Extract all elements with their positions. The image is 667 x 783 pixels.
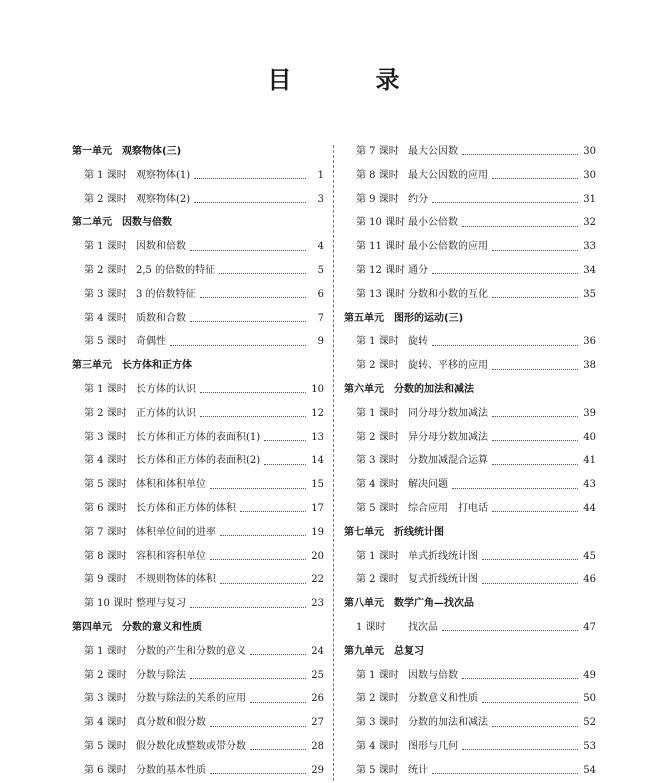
lesson-number: 第 1 课时 <box>84 169 127 181</box>
lesson-title: 2,5 的倍数的特征 <box>136 264 216 276</box>
page-number: 34 <box>583 264 596 276</box>
lesson-number: 第 1 课时 <box>84 383 127 395</box>
lesson-number: 第 2 课时 <box>356 360 399 372</box>
lesson-title: 体积单位间的进率 <box>136 526 216 538</box>
lesson-title: 最大公因数 <box>408 146 458 157</box>
dot-leader <box>482 702 578 703</box>
toc-unit-heading <box>344 307 596 331</box>
lesson-number: 第 4 课时 <box>356 740 399 752</box>
lesson-number: 第 13 课时 <box>356 288 406 300</box>
lesson-number: 第 5 课时 <box>356 502 399 514</box>
unit-title: 分数的意义和性质 <box>122 621 202 633</box>
toc-unit-heading <box>344 640 596 664</box>
toc-lesson-entry[interactable] <box>344 354 596 378</box>
page-number: 26 <box>311 693 324 705</box>
dot-leader <box>250 654 306 655</box>
lesson-number: 第 7 课时 <box>84 526 127 538</box>
unit-number: 第三单元 <box>72 360 112 372</box>
page-number: 49 <box>583 669 596 681</box>
unit-title: 长方体和正方体 <box>122 360 192 372</box>
toc-lesson-entry[interactable] <box>344 759 596 783</box>
lesson-number: 第 3 课时 <box>84 288 127 300</box>
toc-lesson-entry[interactable] <box>344 449 596 473</box>
toc-lesson-entry[interactable] <box>72 711 324 735</box>
toc-lesson-entry[interactable] <box>344 545 596 569</box>
toc-lesson-entry[interactable] <box>344 188 596 212</box>
page-number: 30 <box>583 169 596 181</box>
lesson-title: 同分母分数加减法 <box>408 407 488 419</box>
toc-lesson-entry[interactable] <box>344 211 596 235</box>
lesson-number: 第 9 课时 <box>84 574 127 586</box>
lesson-number: 第 7 课时 <box>356 146 399 157</box>
dot-leader <box>264 440 306 441</box>
toc-lesson-entry[interactable] <box>344 259 596 283</box>
toc-lesson-entry[interactable] <box>72 545 324 569</box>
toc-lesson-entry[interactable] <box>72 687 324 711</box>
toc-lesson-entry[interactable] <box>72 759 324 783</box>
toc-unit-heading <box>72 140 324 164</box>
lesson-title: 整理与复习 <box>136 598 186 610</box>
page-number: 9 <box>317 336 324 348</box>
dot-leader <box>250 749 306 750</box>
dot-leader <box>492 464 578 465</box>
page-number: 50 <box>583 693 596 705</box>
toc-lesson-entry[interactable] <box>72 259 324 283</box>
page-number: 52 <box>583 717 596 729</box>
toc-lesson-entry[interactable] <box>344 330 596 354</box>
lesson-title: 因数和倍数 <box>136 241 186 253</box>
toc-left-column <box>72 140 324 783</box>
page-number: 3 <box>317 193 324 205</box>
lesson-title: 分数和小数的互化 <box>408 288 488 300</box>
page-number: 13 <box>311 431 324 443</box>
toc-lesson-entry[interactable] <box>72 473 324 497</box>
page-number: 30 <box>583 146 596 157</box>
toc-lesson-entry[interactable] <box>72 497 324 521</box>
dot-leader <box>432 773 578 774</box>
dot-leader <box>190 250 306 251</box>
lesson-title: 解决问题 <box>408 479 448 491</box>
toc-unit-heading <box>344 378 596 402</box>
lesson-title: 最小公倍数的应用 <box>408 241 488 253</box>
page-number: 14 <box>311 455 324 467</box>
lesson-title: 不规则物体的体积 <box>136 574 216 586</box>
lesson-title: 通分 <box>408 264 428 276</box>
page-number: 32 <box>583 217 596 229</box>
toc-lesson-entry[interactable] <box>72 426 324 450</box>
lesson-number: 第 9 课时 <box>356 193 399 205</box>
toc-unit-heading <box>344 521 596 545</box>
lesson-title: 观察物体(1) <box>136 169 191 181</box>
lesson-number: 1 课时 <box>356 621 386 633</box>
unit-number: 第五单元 <box>344 312 384 324</box>
dot-leader <box>210 773 306 774</box>
page-number: 6 <box>317 288 324 300</box>
page-number: 45 <box>583 550 596 562</box>
dot-leader <box>170 345 306 346</box>
unit-title: 数学广角—找次品 <box>394 598 474 610</box>
toc-unit-heading <box>344 592 596 616</box>
lesson-title: 分数的产生和分数的意义 <box>136 645 246 657</box>
lesson-title: 分数与除法 <box>136 669 186 681</box>
lesson-number: 第 4 课时 <box>84 717 127 729</box>
lesson-number: 第 2 课时 <box>84 669 127 681</box>
dot-leader <box>492 416 578 417</box>
unit-title: 总复习 <box>394 645 424 657</box>
toc-lesson-entry[interactable] <box>344 735 596 759</box>
toc-lesson-entry[interactable] <box>72 592 324 616</box>
lesson-title: 旋转 <box>408 336 428 348</box>
dot-leader <box>200 392 306 393</box>
page-number: 35 <box>583 288 596 300</box>
page-number: 17 <box>311 502 324 514</box>
toc-lesson-entry[interactable] <box>344 711 596 735</box>
lesson-number: 第 6 课时 <box>84 764 127 776</box>
page-number: 27 <box>311 717 324 729</box>
lesson-number: 第 4 课时 <box>84 312 127 324</box>
toc-unit-heading <box>72 211 324 235</box>
lesson-title: 综合应用 打电话 <box>408 502 488 514</box>
lesson-number: 第 3 课时 <box>84 431 127 443</box>
lesson-number: 第 1 课时 <box>356 669 399 681</box>
unit-title: 图形的运动(三) <box>394 312 464 324</box>
dot-leader <box>492 440 578 441</box>
page-number: 41 <box>583 455 596 467</box>
dot-leader <box>220 583 306 584</box>
toc-lesson-entry[interactable] <box>344 164 596 188</box>
lesson-title: 容积和容积单位 <box>136 550 206 562</box>
toc-lesson-entry[interactable] <box>72 307 324 331</box>
lesson-title: 分数的基本性质 <box>136 764 206 776</box>
toc-lesson-entry[interactable] <box>72 330 324 354</box>
unit-number: 第一单元 <box>72 146 112 157</box>
lesson-title: 正方体的认识 <box>136 407 196 419</box>
page-number: 31 <box>583 193 596 205</box>
lesson-number: 第 5 课时 <box>356 764 399 776</box>
toc-lesson-entry[interactable] <box>72 283 324 307</box>
lesson-title: 3 的倍数特征 <box>136 288 196 300</box>
unit-title: 观察物体(三) <box>122 146 182 157</box>
dot-leader <box>492 250 578 251</box>
dot-leader <box>210 726 306 727</box>
dot-leader <box>452 488 578 489</box>
page-number: 33 <box>583 241 596 253</box>
page-number: 29 <box>311 764 324 776</box>
lesson-number: 第 2 课时 <box>84 193 127 205</box>
dot-leader <box>194 178 306 179</box>
lesson-number: 第 6 课时 <box>84 502 127 514</box>
lesson-title: 统计 <box>408 764 428 776</box>
toc-lesson-entry[interactable] <box>72 188 324 212</box>
page-title: 目 录 <box>267 65 430 94</box>
lesson-title: 质数和合数 <box>136 312 186 324</box>
unit-title: 因数与倍数 <box>122 217 172 229</box>
lesson-number: 第 2 课时 <box>356 693 399 705</box>
dot-leader <box>462 226 578 227</box>
dot-leader <box>482 559 578 560</box>
page-number: 28 <box>311 740 324 752</box>
dot-leader <box>219 273 306 274</box>
dot-leader <box>264 464 306 465</box>
dot-leader <box>250 702 306 703</box>
lesson-number: 第 1 课时 <box>84 645 127 657</box>
lesson-number: 第 4 课时 <box>356 479 399 491</box>
lesson-title: 假分数化成整数或带分数 <box>136 740 246 752</box>
lesson-number: 第 2 课时 <box>84 264 127 276</box>
toc-lesson-entry[interactable] <box>344 616 596 640</box>
lesson-number: 第 1 课时 <box>84 241 127 253</box>
lesson-number: 第 12 课时 <box>356 264 406 276</box>
page-number: 47 <box>583 621 596 633</box>
toc-lesson-entry[interactable] <box>344 235 596 259</box>
page-number: 39 <box>583 407 596 419</box>
toc-lesson-entry[interactable] <box>344 497 596 521</box>
toc-unit-heading <box>72 616 324 640</box>
dot-leader <box>200 297 306 298</box>
toc-lesson-entry[interactable] <box>72 640 324 664</box>
dot-leader <box>432 202 578 203</box>
toc-lesson-entry[interactable] <box>344 664 596 688</box>
lesson-title: 真分数和假分数 <box>136 717 206 729</box>
toc-lesson-entry[interactable] <box>344 687 596 711</box>
toc-lesson-entry[interactable] <box>344 473 596 497</box>
lesson-number: 第 2 课时 <box>84 407 127 419</box>
unit-title: 分数的加法和减法 <box>394 383 474 395</box>
page-number: 40 <box>583 431 596 443</box>
dot-leader <box>492 726 578 727</box>
lesson-title: 观察物体(2) <box>136 193 191 205</box>
lesson-number: 第 11 课时 <box>356 241 406 253</box>
page-number: 10 <box>311 383 324 395</box>
dot-leader <box>210 488 306 489</box>
dot-leader <box>482 583 578 584</box>
page-number: 54 <box>583 764 596 776</box>
page-number: 36 <box>583 336 596 348</box>
toc-lesson-entry[interactable] <box>72 164 324 188</box>
lesson-title: 旋转、平移的应用 <box>408 360 488 372</box>
dot-leader <box>220 535 306 536</box>
lesson-title: 找次品 <box>408 621 438 633</box>
dot-leader <box>492 369 578 370</box>
page-number: 24 <box>311 645 324 657</box>
toc-lesson-entry[interactable] <box>72 664 324 688</box>
dot-leader <box>190 678 306 679</box>
lesson-title: 分数意义和性质 <box>408 693 478 705</box>
lesson-number: 第 1 课时 <box>356 550 399 562</box>
lesson-title: 因数与倍数 <box>408 669 458 681</box>
toc-unit-heading <box>72 354 324 378</box>
toc-right-column <box>344 140 596 783</box>
page-number: 53 <box>583 740 596 752</box>
lesson-title: 分数与除法的关系的应用 <box>136 693 246 705</box>
dot-leader <box>432 273 578 274</box>
lesson-number: 第 2 课时 <box>356 574 399 586</box>
column-divider <box>333 145 334 781</box>
unit-number: 第八单元 <box>344 598 384 610</box>
lesson-number: 第 3 课时 <box>84 693 127 705</box>
lesson-title: 长方体和正方体的表面积(1) <box>136 431 261 443</box>
lesson-title: 长方体的认识 <box>136 383 196 395</box>
dot-leader <box>190 321 306 322</box>
page-number: 43 <box>583 479 596 491</box>
lesson-number: 第 5 课时 <box>84 740 127 752</box>
toc-lesson-entry[interactable] <box>72 521 324 545</box>
lesson-title: 长方体和正方体的表面积(2) <box>136 455 261 467</box>
dot-leader <box>492 511 578 512</box>
lesson-number: 第 1 课时 <box>356 336 399 348</box>
toc-lesson-entry[interactable] <box>72 735 324 759</box>
lesson-title: 体积和体积单位 <box>136 479 206 491</box>
page-number: 4 <box>317 241 324 253</box>
dot-leader <box>492 297 578 298</box>
lesson-title: 最大公因数的应用 <box>408 169 488 181</box>
toc-lesson-entry[interactable] <box>72 235 324 259</box>
dot-leader <box>462 154 578 155</box>
lesson-title: 约分 <box>408 193 428 205</box>
lesson-title: 异分母分数加减法 <box>408 431 488 443</box>
dot-leader <box>200 416 306 417</box>
page-number: 1 <box>317 169 324 181</box>
dot-leader <box>432 345 578 346</box>
page-number: 15 <box>311 479 324 491</box>
lesson-title: 长方体和正方体的体积 <box>136 502 236 514</box>
toc-lesson-entry[interactable] <box>72 378 324 402</box>
page-number: 22 <box>311 574 324 586</box>
page-number: 23 <box>311 598 324 610</box>
unit-number: 第七单元 <box>344 526 384 538</box>
toc-lesson-entry[interactable] <box>72 402 324 426</box>
unit-title: 折线统计图 <box>394 526 444 538</box>
lesson-number: 第 1 课时 <box>356 407 399 419</box>
page-number: 44 <box>583 502 596 514</box>
dot-leader <box>462 678 578 679</box>
unit-number: 第二单元 <box>72 217 112 229</box>
page-number: 7 <box>317 312 324 324</box>
lesson-title: 复式折线统计图 <box>408 574 478 586</box>
dot-leader <box>194 202 306 203</box>
toc-lesson-entry[interactable] <box>344 402 596 426</box>
dot-leader <box>210 559 306 560</box>
page-number: 5 <box>317 264 324 276</box>
lesson-number: 第 2 课时 <box>356 431 399 443</box>
toc-lesson-entry[interactable] <box>72 449 324 473</box>
dot-leader <box>190 607 306 608</box>
page-number: 12 <box>311 407 324 419</box>
lesson-title: 最小公倍数 <box>408 217 458 229</box>
dot-leader <box>462 749 578 750</box>
lesson-title: 奇偶性 <box>136 336 166 348</box>
page-number: 38 <box>583 360 596 372</box>
lesson-number: 第 10 课时 <box>84 598 134 610</box>
toc-lesson-entry[interactable] <box>344 283 596 307</box>
toc-lesson-entry[interactable] <box>72 568 324 592</box>
dot-leader <box>240 511 306 512</box>
lesson-title: 分数的加法和减法 <box>408 717 488 729</box>
unit-number: 第六单元 <box>344 383 384 395</box>
lesson-title: 单式折线统计图 <box>408 550 478 562</box>
page-number: 25 <box>311 669 324 681</box>
toc-lesson-entry[interactable] <box>344 140 596 164</box>
lesson-title: 分数加减混合运算 <box>408 455 488 467</box>
lesson-number: 第 3 课时 <box>356 455 399 467</box>
lesson-number: 第 8 课时 <box>84 550 127 562</box>
toc-lesson-entry[interactable] <box>344 426 596 450</box>
toc-lesson-entry[interactable] <box>344 568 596 592</box>
lesson-number: 第 3 课时 <box>356 717 399 729</box>
lesson-number: 第 8 课时 <box>356 169 399 181</box>
lesson-number: 第 4 课时 <box>84 455 127 467</box>
dot-leader <box>492 178 578 179</box>
lesson-title: 图形与几何 <box>408 740 458 752</box>
unit-number: 第九单元 <box>344 645 384 657</box>
lesson-number: 第 5 课时 <box>84 479 127 491</box>
page-number: 19 <box>311 526 324 538</box>
page-number: 46 <box>583 574 596 586</box>
dot-leader <box>442 630 578 631</box>
lesson-number: 第 5 课时 <box>84 336 127 348</box>
unit-number: 第四单元 <box>72 621 112 633</box>
page-number: 20 <box>311 550 324 562</box>
lesson-number: 第 10 课时 <box>356 217 406 229</box>
